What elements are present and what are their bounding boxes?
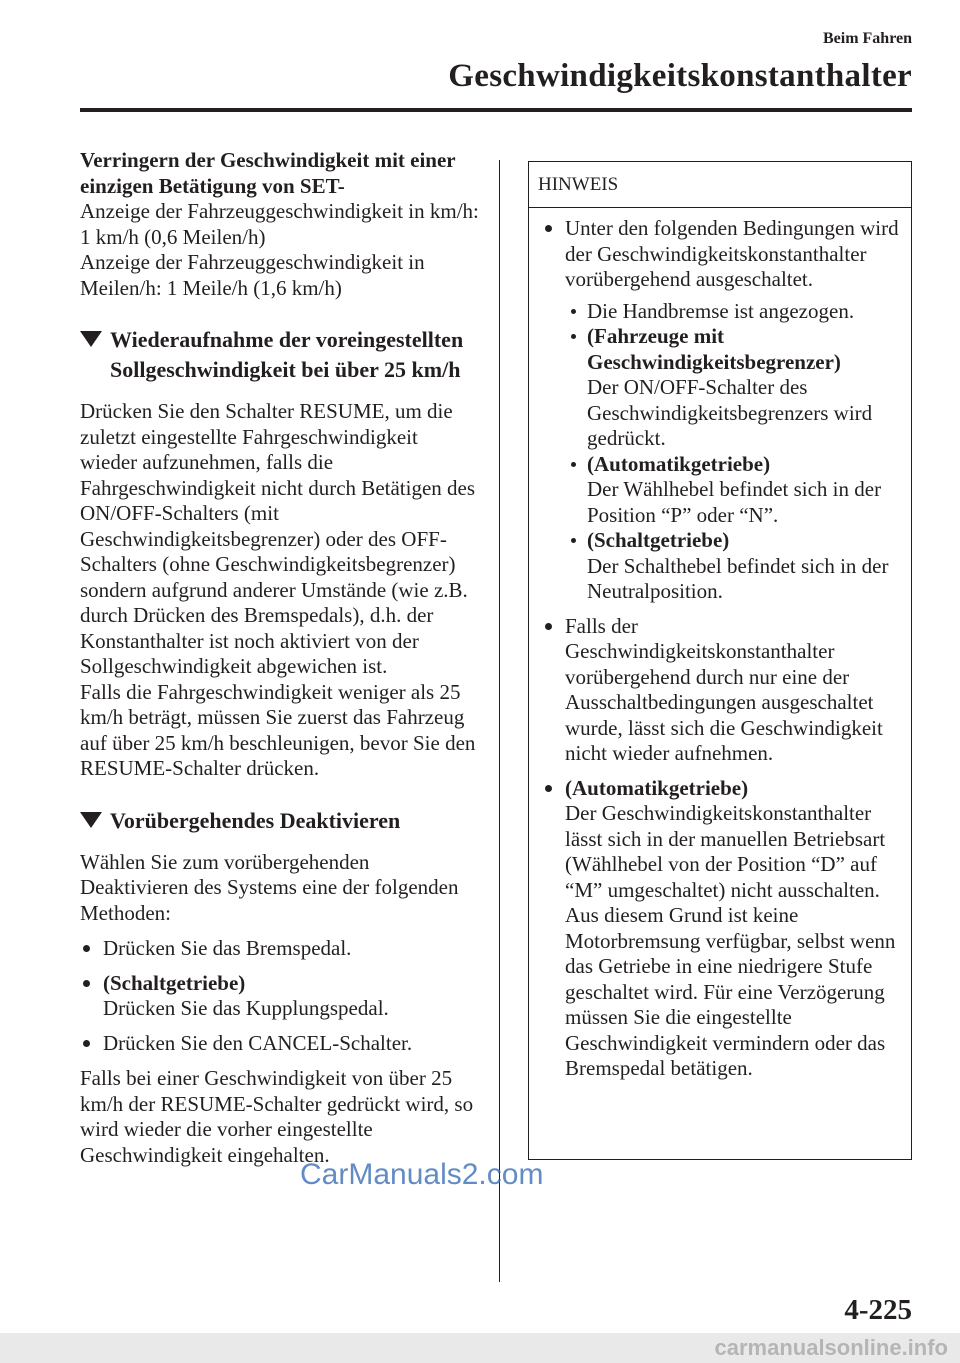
note-body — [529, 208, 911, 1082]
note-label: HINWEIS — [529, 162, 911, 208]
section-heading-resume — [80, 325, 480, 385]
page-number: 4-225 — [844, 1294, 912, 1326]
note-sub-item-condition: (Automatikgetriebe) — [587, 451, 771, 476]
note-sub-item-text: Der Wählhebel befindet sich in der Position “P” oder “N”. — [587, 477, 882, 527]
note-item — [543, 216, 901, 605]
note-sub-item — [565, 528, 901, 605]
note-item-text: Falls der Geschwindigkeitskonstanthalter vorübergehend durch nur eine der Ausschaltbedingungen ausgeschaltet wurde, lässt sich die Geschwindigkeit nicht wieder aufnehmen. — [565, 613, 883, 765]
triangle-marker-icon — [80, 812, 102, 828]
note-sub-item-condition: (Schaltgetriebe) — [587, 528, 730, 552]
section-heading-text: Wiederaufnahme der voreingestellten Sollgeschwindigkeit bei über 25 km/h — [110, 327, 464, 382]
page-title: Geschwindigkeitskonstanthalter — [448, 58, 912, 94]
bullet-icon — [545, 623, 552, 630]
list-item-condition: (Schaltgetriebe) — [103, 970, 246, 995]
list-item-text: Drücken Sie das Kupplungspedal. — [103, 996, 389, 1020]
left-column — [80, 148, 480, 1168]
bullet-icon — [545, 225, 552, 232]
deactivate-methods-list — [80, 936, 480, 1056]
note-sub-item — [565, 299, 901, 325]
reduce-line-mph: Anzeige der Fahrzeuggeschwindigkeit in Meilen/h: 1 Meile/h (1,6 km/h) — [80, 250, 425, 300]
column-divider — [499, 160, 500, 1282]
note-item-text: Unter den folgenden Bedingungen wird der Geschwindigkeitskonstanthalter vorübergehend ausgeschaltet. — [565, 216, 899, 291]
note-sub-item-text: Die Handbremse ist angezogen. — [587, 298, 855, 323]
reduce-line-kmh: Anzeige der Fahrzeuggeschwindigkeit in km/h: 1 km/h (0,6 Meilen/h) — [80, 199, 479, 249]
sub-bullet-icon — [571, 334, 576, 339]
note-sub-item-text: Der Schalthebel befindet sich in der Neutralposition. — [587, 553, 889, 603]
reduce-heading: Verringern der Geschwindigkeit mit einer einzigen Betätigung von SET- — [80, 148, 456, 198]
bullet-icon — [545, 785, 552, 792]
chapter-label: Beim Fahren — [822, 30, 912, 47]
note-item-condition: (Automatikgetriebe) — [565, 775, 749, 800]
note-item — [543, 776, 901, 1082]
note-sub-item — [565, 324, 901, 452]
bullet-icon — [83, 1040, 90, 1047]
watermark-link[interactable]: CarManuals2.com — [300, 1158, 544, 1191]
resume-paragraph-2: Falls die Fahrgeschwindigkeit weniger als 25 km/h beträgt, müssen Sie zuerst das Fahrzeug auf über 25 km/h beschleunigen, bevor Sie den RESUME-Schalter drücken. — [80, 679, 476, 780]
footer-band — [0, 1333, 960, 1363]
section-heading-deactivate — [80, 806, 480, 836]
bullet-icon — [83, 945, 90, 952]
deactivate-intro: Wählen Sie zum vorübergehenden Deaktivieren des Systems eine der folgenden Methoden: — [80, 849, 459, 925]
resume-paragraph: Drücken Sie den Schalter RESUME, um die zuletzt eingestellte Fahrgeschwindigkeit wieder aufzunehmen, falls die Fahrgeschwindigkeit nicht durch Betätigen des ON/OFF-Schalters (mit Geschwindigkeitsbegrenzer) oder des OFF-Schalters (ohne Geschwindigkeitsbegrenzer) sondern aufgrund anderer Umstände (wie z.B. durch Drücken des Bremspedals), d.h. der Konstanthalter ist noch aktiviert von der Sollgeschwindigkeit abgewichen ist. — [80, 399, 476, 678]
list-item — [80, 971, 480, 1022]
note-sub-list — [565, 299, 901, 605]
footer-link[interactable]: carmanualsonline.info — [714, 1335, 948, 1360]
section-heading-text: Vorübergehendes Deaktivieren — [110, 807, 401, 833]
note-sub-item-text: Der ON/OFF-Schalter des Geschwindigkeitsbegrenzers wird gedrückt. — [587, 375, 873, 450]
closing-paragraph: Falls bei einer Geschwindigkeit von über 25 km/h der RESUME-Schalter gedrückt wird, so wird wieder die vorher eingestellte Geschwindigkeit eingehalten. — [80, 1066, 474, 1167]
note-item — [543, 614, 901, 767]
list-item-text: Drücken Sie das Bremspedal. — [103, 936, 352, 960]
note-item-text: Der Geschwindigkeitskonstanthalter lässt sich in der manuellen Betriebsart (Wählhebel von der Position “D” auf “M” umgeschaltet) nicht ausschalten. Aus diesem Grund ist keine Motorbremsung verfügbar, selbst wenn das Getriebe in eine niedrigere Stufe geschaltet wird. Für eine Verzögerung müssen Sie die eingestellte Geschwindigkeit vermindern oder das Bremspedal betätigen. — [565, 801, 896, 1080]
sub-bullet-icon — [571, 309, 576, 314]
header-rule — [80, 108, 912, 112]
list-item — [80, 1031, 480, 1057]
note-sub-item — [565, 452, 901, 529]
bullet-icon — [83, 980, 90, 987]
triangle-marker-icon — [80, 331, 102, 347]
list-item-text: Drücken Sie den CANCEL-Schalter. — [103, 1030, 413, 1055]
sub-bullet-icon — [571, 538, 576, 543]
note-box — [528, 161, 912, 1160]
note-sub-item-condition: (Fahrzeuge mit Geschwindigkeitsbegrenzer) — [587, 324, 841, 374]
list-item — [80, 936, 480, 962]
sub-bullet-icon — [571, 462, 576, 467]
